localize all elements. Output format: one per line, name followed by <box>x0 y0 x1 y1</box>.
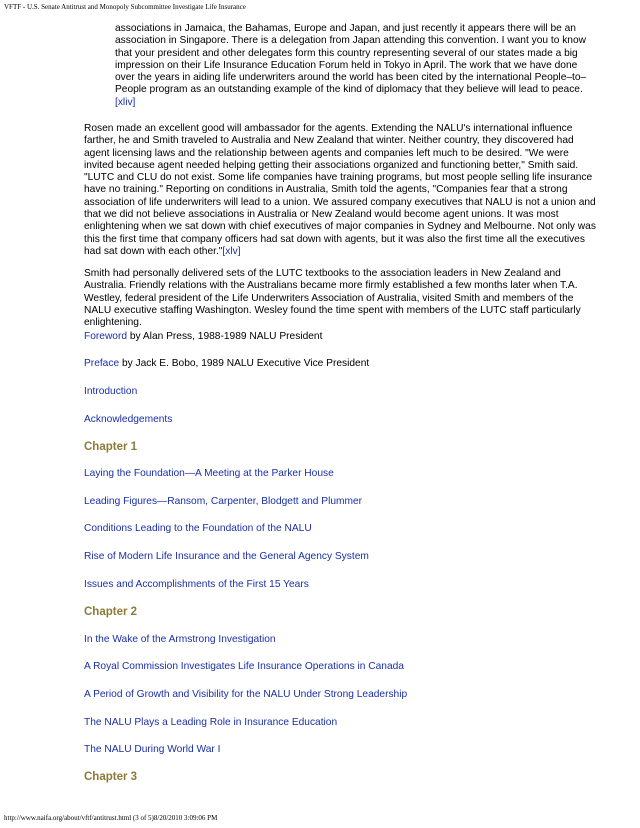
paragraph-text: Smith had personally delivered sets of the LUTC textbooks to the association leaders in New Zealand and Australia. Friendly relations with the Australians became more firmly established a few months later when T.A. Westley, federal president of the Life Underwriters Association of Australia, visited Smith and members of the NALU executive staffing Washington. Wesley found the time spent with members of the LUTC staff particularly enlightening. <box>84 268 581 329</box>
toc-preface <box>84 358 604 370</box>
chapter-1-heading: Chapter 1 <box>84 441 138 453</box>
preface-byline: by Jack E. Bobo, 1989 NALU Executive Vice President <box>119 358 370 369</box>
paragraph-smith <box>84 268 600 329</box>
introduction-link[interactable]: Introduction <box>84 386 138 397</box>
toc-link-ch1-4[interactable]: Rise of Modern Life Insurance and the General Agency System <box>84 551 369 562</box>
chapter-2-heading: Chapter 2 <box>84 606 138 618</box>
toc-link-ch1-5[interactable]: Issues and Accomplishments of the First 15 Years <box>84 579 309 590</box>
page-footer: http://www.naifa.org/about/vftf/antitrust.html (3 of 5)8/20/2010 3:09:06 PM <box>4 814 218 822</box>
toc-link-ch1-1[interactable]: Laying the Foundation—A Meeting at the Parker House <box>84 468 334 479</box>
foreword-byline: by Alan Press, 1988-1989 NALU President <box>127 331 323 342</box>
toc-link-ch2-1[interactable]: In the Wake of the Armstrong Investigation <box>84 634 276 645</box>
acknowledgements-link[interactable]: Acknowledgements <box>84 414 173 425</box>
toc-link-ch2-4[interactable]: The NALU Plays a Leading Role in Insurance Education <box>84 717 338 728</box>
toc-foreword <box>84 331 604 343</box>
paragraph-rosen <box>84 123 600 258</box>
foreword-link[interactable]: Foreword <box>84 331 128 342</box>
chapter-3-heading: Chapter 3 <box>84 771 138 783</box>
toc-link-ch1-2[interactable]: Leading Figures—Ransom, Carpenter, Blodgett and Plummer <box>84 496 363 507</box>
toc-link-ch2-5[interactable]: The NALU During World War I <box>84 744 221 755</box>
paragraph-text: Rosen made an excellent good will ambassador for the agents. Extending the NALU's international influence farther, he and Smith traveled to Australia and New Zealand that winter. Neither country, they discovered had agent licensing laws and the relationship between agents and companies left much to be desired. "We were invited because agent needed helping getting their associations organized and functioning better," Smith said. "LUTC and CLU do not exist. Some life companies have training programs, but most people selling life insurance have no training." Reporting on conditions in Australia, Smith told the agents, "Companies fear that a strong association of life underwriters will lead to a union. We assured company executives that NALU is not a union and that we did not believe associations in Australia or New Zealand would become agent unions. It was most enlightening when we sat down with chief executives of major companies in Sydney and Melbourne. Not only was this the first time that company officers had sat down with agents, but it was also the first time all the executives had sat down with each other." <box>84 123 596 257</box>
footnote-link-xliv[interactable]: [xliv] <box>115 96 136 108</box>
toc-link-ch1-3[interactable]: Conditions Leading to the Foundation of the NALU <box>84 523 312 534</box>
block-quote <box>115 23 595 109</box>
toc-link-ch2-3[interactable]: A Period of Growth and Visibility for the NALU Under Strong Leadership <box>84 689 408 700</box>
footnote-link-xlv[interactable]: [xlv] <box>222 245 241 257</box>
preface-link[interactable]: Preface <box>84 358 120 369</box>
toc-link-ch2-2[interactable]: A Royal Commission Investigates Life Insurance Operations in Canada <box>84 661 404 672</box>
quote-text: associations in Jamaica, the Bahamas, Europe and Japan, and just recently it appears there will be an association in Singapore. There is a delegation from Japan attending this convention. I want you to know that your president and other delegates form this country representing several of our states made a big impression on their Life Insurance Education Forum held in Tokyo in April. The work that we have done over the years in aiding life underwriters around the world has been cited by the international People–to–People program as an outstanding example of the kind of diplomacy that they believe will lead to peace. <box>115 23 587 96</box>
page-header: VFTF - U.S. Senate Antitrust and Monopoly Subcommittee Investigate Life Insurance <box>4 3 246 11</box>
